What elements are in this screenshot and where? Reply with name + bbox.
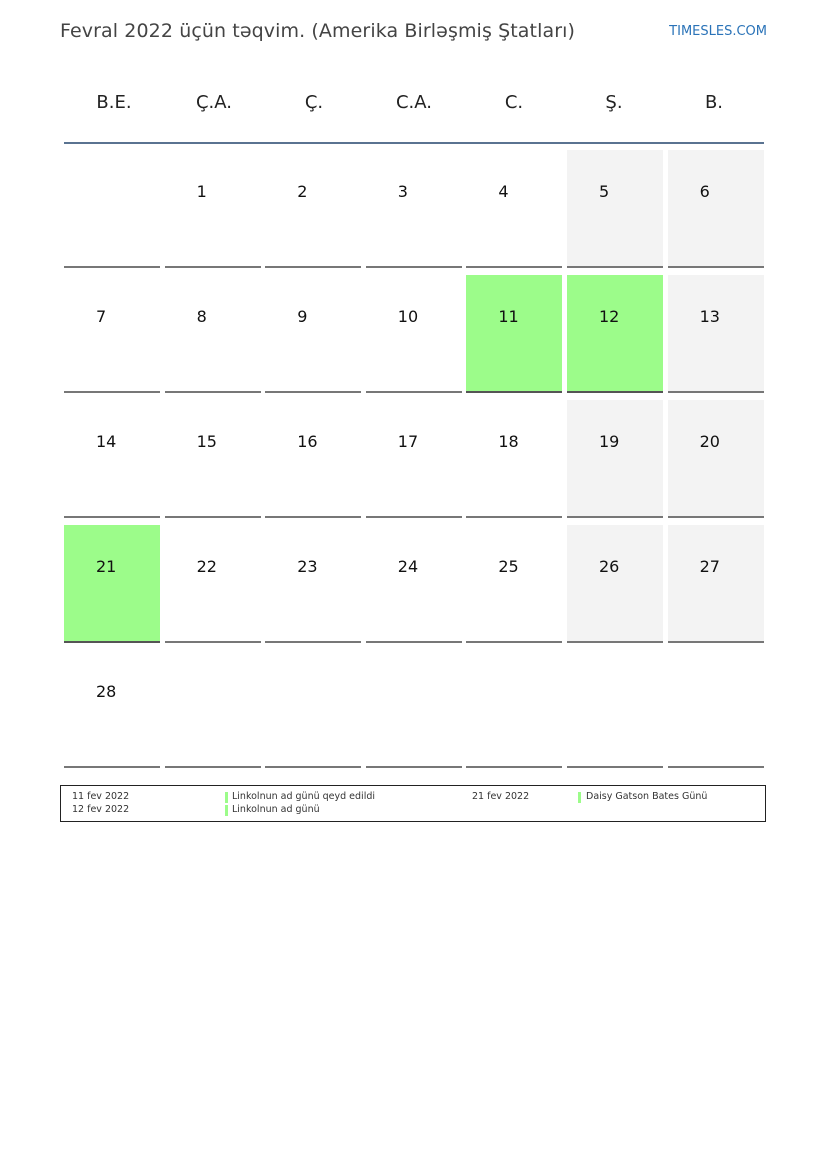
legend-holiday-name: Linkolnun ad günü qeyd edildi xyxy=(232,791,376,802)
day-cell[interactable] xyxy=(165,275,261,393)
day-number: 15 xyxy=(196,432,217,451)
day-cell xyxy=(668,650,764,768)
day-cell[interactable] xyxy=(165,400,261,518)
holiday-color-marker xyxy=(225,805,228,816)
day-number: 22 xyxy=(196,557,217,576)
page-title: Fevral 2022 üçün təqvim. (Amerika Birləşmiş Ştatları) xyxy=(60,20,576,42)
legend-date: 12 fev 2022 xyxy=(72,804,130,815)
day-cell-weekend[interactable] xyxy=(567,400,663,518)
day-cell[interactable] xyxy=(165,525,261,643)
day-cell[interactable] xyxy=(466,150,562,268)
day-cell xyxy=(366,650,462,768)
day-cell[interactable] xyxy=(265,275,361,393)
weekday-tue: Ç.A. xyxy=(195,92,232,113)
day-number: 14 xyxy=(96,432,117,451)
day-number: 10 xyxy=(397,307,419,326)
day-cell[interactable] xyxy=(265,150,361,268)
weekday-mon: B.E. xyxy=(96,92,132,113)
day-cell[interactable] xyxy=(366,150,462,268)
day-cell[interactable] xyxy=(64,650,160,768)
day-number: 11 xyxy=(498,307,519,326)
day-cell-weekend[interactable] xyxy=(668,150,764,268)
holiday-color-marker xyxy=(225,792,228,803)
week-row xyxy=(64,400,764,525)
day-cell-weekend[interactable] xyxy=(668,275,764,393)
day-number: 13 xyxy=(699,307,720,326)
day-number: 24 xyxy=(397,557,419,576)
weekday-fri: C. xyxy=(504,92,524,113)
day-cell-weekend[interactable] xyxy=(668,525,764,643)
day-cell[interactable] xyxy=(64,275,160,393)
weekday-sat: Ş. xyxy=(605,92,623,113)
day-number: 28 xyxy=(96,682,117,701)
day-cell[interactable] xyxy=(265,400,361,518)
day-cell-weekend[interactable] xyxy=(668,400,764,518)
week-row xyxy=(64,275,764,400)
weekday-wed: Ç. xyxy=(304,92,324,113)
day-cell-holiday[interactable] xyxy=(466,275,562,393)
day-number: 19 xyxy=(598,432,620,451)
day-number: 20 xyxy=(699,432,720,451)
day-number: 23 xyxy=(297,557,318,576)
calendar-grid xyxy=(64,150,764,775)
day-number: 18 xyxy=(498,432,519,451)
week-row xyxy=(64,150,764,275)
legend-date: 11 fev 2022 xyxy=(72,791,130,802)
day-cell xyxy=(265,650,361,768)
day-cell[interactable] xyxy=(265,525,361,643)
day-number: 27 xyxy=(699,557,720,576)
day-number: 1 xyxy=(196,182,207,201)
day-number: 17 xyxy=(397,432,419,451)
holiday-color-marker xyxy=(578,792,581,803)
day-cell-weekend[interactable] xyxy=(567,150,663,268)
day-cell xyxy=(165,650,261,768)
day-cell[interactable] xyxy=(165,150,261,268)
day-cell xyxy=(567,650,663,768)
legend-holiday-name: Linkolnun ad günü xyxy=(232,804,320,815)
week-row xyxy=(64,650,764,775)
day-cell[interactable] xyxy=(366,400,462,518)
day-cell-holiday[interactable] xyxy=(567,275,663,393)
day-number: 5 xyxy=(598,182,610,201)
day-number: 9 xyxy=(297,307,308,326)
day-cell[interactable] xyxy=(366,275,462,393)
weekday-thu: C.A. xyxy=(395,92,432,113)
day-cell[interactable] xyxy=(366,525,462,643)
day-number: 2 xyxy=(297,182,308,201)
day-number: 4 xyxy=(498,182,509,201)
header-divider xyxy=(64,142,764,144)
day-number: 12 xyxy=(598,307,620,326)
day-number: 3 xyxy=(397,182,408,201)
day-cell xyxy=(466,650,562,768)
holiday-legend xyxy=(60,785,766,822)
day-number: 6 xyxy=(699,182,710,201)
day-cell[interactable] xyxy=(466,525,562,643)
day-number: 26 xyxy=(598,557,620,576)
week-row xyxy=(64,525,764,650)
weekday-header-row xyxy=(64,92,764,113)
day-number: 7 xyxy=(96,307,107,326)
brand-link[interactable]: TIMESLES.COM xyxy=(669,24,767,39)
legend-holiday-name: Daisy Gatson Bates Günü xyxy=(586,791,708,802)
day-number: 25 xyxy=(498,557,519,576)
day-number: 16 xyxy=(297,432,318,451)
weekday-sun: B. xyxy=(704,92,724,113)
day-cell xyxy=(64,150,160,268)
legend-date: 21 fev 2022 xyxy=(472,791,530,802)
day-number: 21 xyxy=(96,557,117,576)
day-cell-holiday[interactable] xyxy=(64,525,160,643)
day-number: 8 xyxy=(196,307,207,326)
day-cell[interactable] xyxy=(466,400,562,518)
day-cell[interactable] xyxy=(64,400,160,518)
day-cell-weekend[interactable] xyxy=(567,525,663,643)
